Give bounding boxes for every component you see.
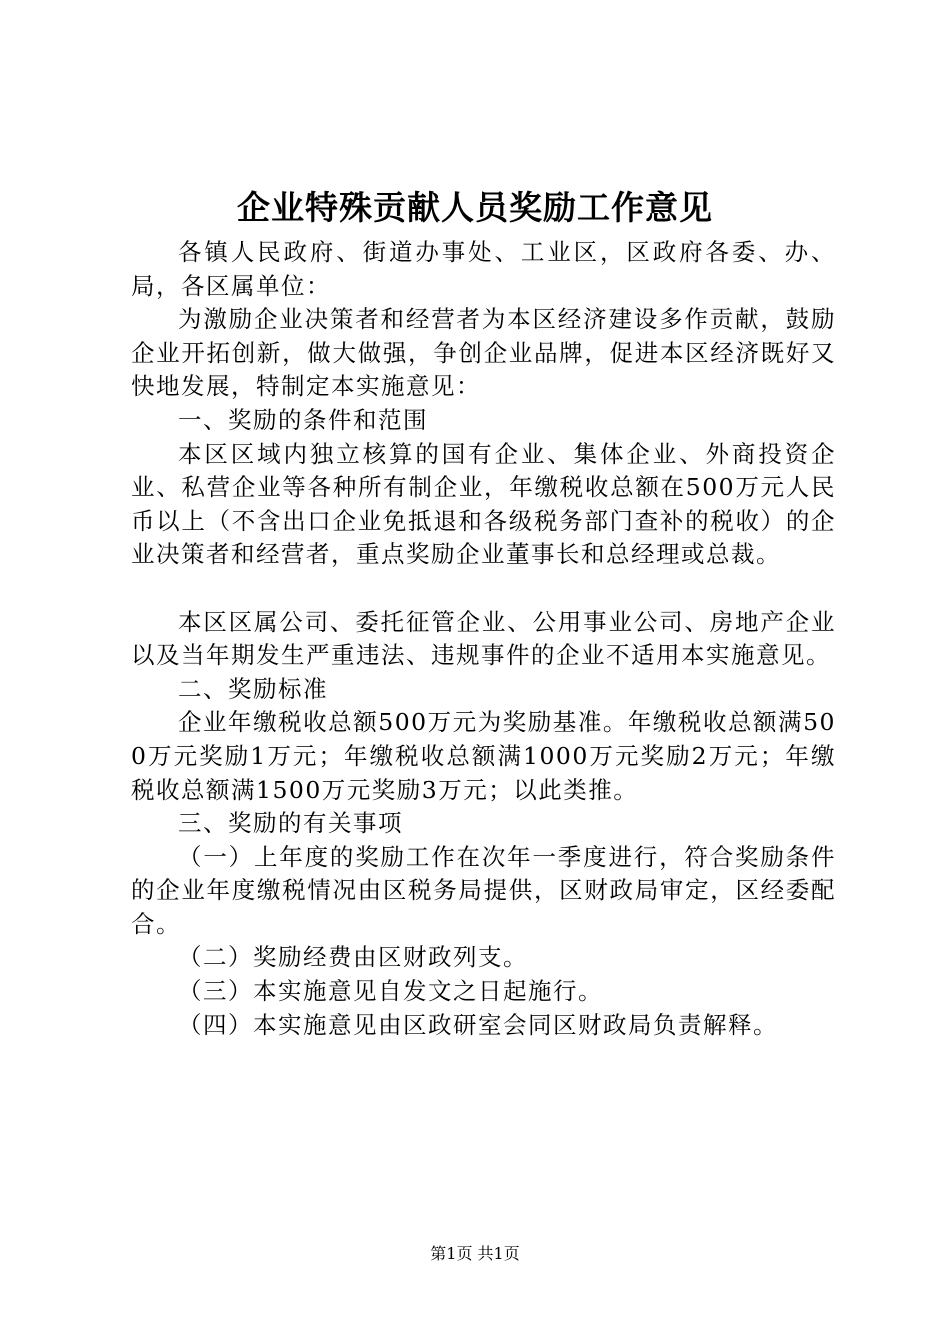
section-heading-matters: 三、奖励的有关事项 [178,809,403,838]
paragraph-purpose: 为激励企业决策者和经营者为本区经济建设多作贡献，鼓励企业开拓创新，做大做强，争创企业品牌，促进本区经济既好又快地发展，特制定本实施意见： [131,305,836,401]
page-number-footer: 第1页 共1页 [430,1244,520,1263]
paragraph-item-1: （一）上年度的奖励工作在次年一季度进行，符合奖励条件的企业年度缴税情况由区税务局提供，区财政局审定，区经委配合。 [131,842,836,938]
paragraph-addressees: 各镇人民政府、街道办事处、工业区，区政府各委、办、局，各区属单位： [131,238,836,300]
document-title: 企业特殊贡献人员奖励工作意见 [237,188,713,227]
paragraph-scope: 本区区域内独立核算的国有企业、集体企业、外商投资企业、私营企业等各种所有制企业，年缴税收总额在500万元人民币以上（不含出口企业免抵退和各级税务部门查补的税收）的企业决策者和经营者，重点奖励企业董事长和总经理或总裁。 [131,439,836,569]
paragraph-item-2: （二）奖励经费由区财政列支。 [178,943,528,972]
section-heading-standards: 二、奖励标准 [178,674,328,703]
paragraph-standards: 企业年缴税收总额500万元为奖励基准。年缴税收总额满500万元奖励1万元；年缴税收总额满1000万元奖励2万元；年缴税收总额满1500万元奖励3万元；以此类推。 [131,708,836,804]
paragraph-item-3: （三）本实施意见自发文之日起施行。 [178,977,603,1006]
paragraph-item-4: （四）本实施意见由区政研室会同区财政局负责解释。 [178,1010,778,1039]
section-heading-conditions: 一、奖励的条件和范围 [178,405,428,434]
document-body [131,236,836,1042]
paragraph-exclusions: 本区区属公司、委托征管企业、公用事业公司、房地产企业以及当年期发生严重违法、违规事件的企业不适用本实施意见。 [131,607,836,670]
